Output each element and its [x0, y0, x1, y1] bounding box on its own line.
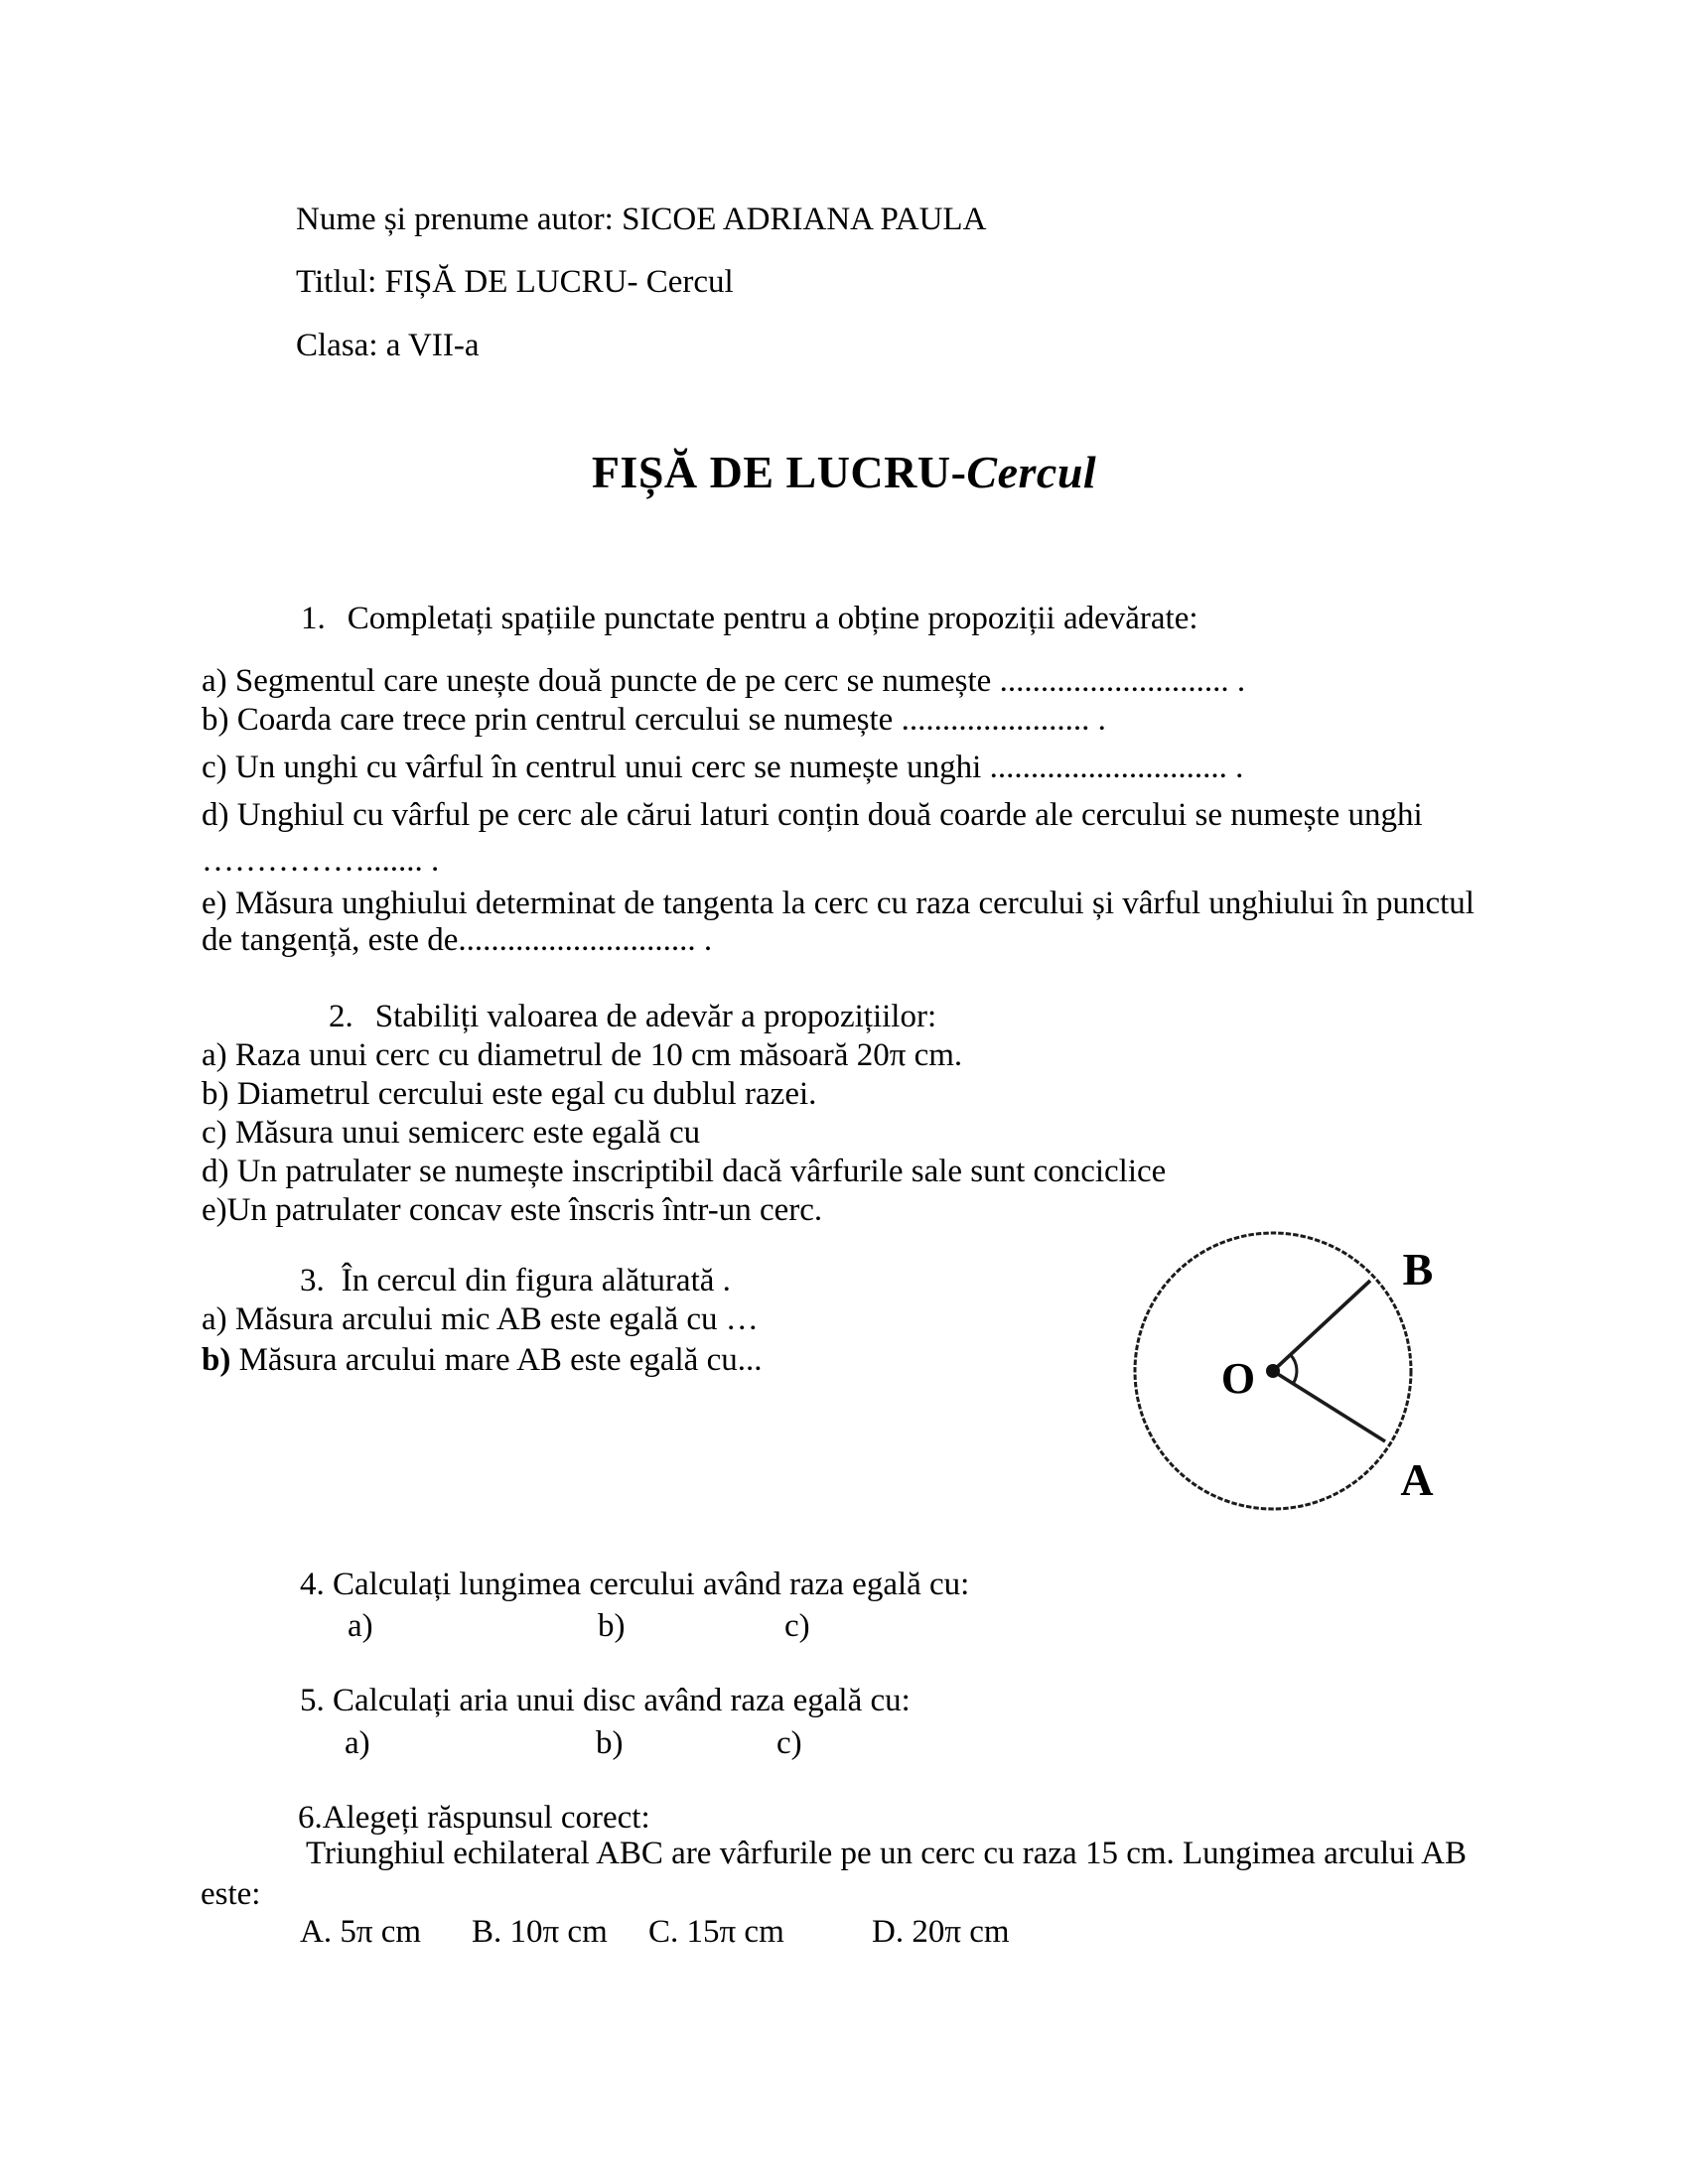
section-5-heading: 5. Calculați aria unui disc având raza egală cu: [300, 1683, 911, 1718]
page-title-main: FIȘĂ DE LUCRU- [591, 447, 967, 497]
section-6-heading: 6.Alegeți răspunsul corect: [298, 1800, 650, 1836]
s4-slot-c: c) [784, 1608, 810, 1644]
s1-item-c: c) Un unghi cu vârful în centrul unui cerc se numește unghi ............................. . [202, 750, 1244, 785]
page-title [0, 446, 1688, 498]
section-2-heading-text: Stabiliți valoarea de adevăr a propozițiilor: [374, 999, 937, 1034]
s1-item-b: b) Coarda care trece prin centrul cercului se numește ....................... . [202, 702, 1106, 738]
s5-slot-a: a) [345, 1725, 370, 1761]
s4-slot-b: b) [598, 1608, 626, 1644]
section-3-heading [300, 1263, 731, 1300]
s6-option-b: B. 10π cm [472, 1914, 608, 1950]
s6-option-c: C. 15π cm [648, 1914, 784, 1950]
s1-item-e: e) Măsura unghiului determinat de tangenta la cerc cu raza cercului și vârful unghiului în punctul [202, 886, 1475, 921]
document-title-line: Titlul: FIȘĂ DE LUCRU- Cercul [296, 264, 734, 300]
s2-item-d: d) Un patrulater se numește inscriptibil dacă vârfurile sale sunt conciclice [202, 1154, 1167, 1189]
s1-item-d: d) Unghiul cu vârful pe cerc ale cărui laturi conțin două coarde ale cercului se numește unghi [202, 797, 1423, 833]
section-1-heading-text: Completați spațiile punctate pentru a obține propoziții adevărate: [347, 601, 1198, 636]
s1-item-a: a) Segmentul care unește două puncte de pe cerc se numește ............................ . [202, 663, 1246, 699]
page-title-accent: Cercul [966, 447, 1097, 497]
section-1-number: 1. [301, 601, 326, 636]
s3-item-a: a) Măsura arcului mic AB este egală cu … [202, 1301, 759, 1337]
author-line: Nume și prenume autor: SICOE ADRIANA PAULA [296, 202, 987, 237]
center-dot [1266, 1364, 1280, 1378]
radius-ob [1273, 1281, 1370, 1371]
circle-figure [1112, 1219, 1470, 1537]
s6-option-a: A. 5π cm [300, 1914, 422, 1950]
s1-item-e-cont: de tangență, este de............................. . [202, 922, 713, 958]
section-3-heading-text: În cercul din figura alăturată . [341, 1263, 731, 1298]
s3-item-b [202, 1342, 762, 1380]
s6-problem-text-cont: este: [201, 1876, 261, 1912]
s6-option-d: D. 20π cm [872, 1914, 1010, 1950]
s2-item-e: e)Un patrulater concav este înscris într-un cerc. [202, 1192, 823, 1228]
s3-item-b-marker: b) [202, 1342, 231, 1378]
s2-item-a: a) Raza unui cerc cu diametrul de 10 cm măsoară 20π cm. [202, 1037, 963, 1073]
s2-item-b: b) Diametrul cercului este egal cu dublul razei. [202, 1076, 817, 1112]
s6-problem-text: Triunghiul echilateral ABC are vârfurile pe un cerc cu raza 15 cm. Lungimea arcului AB [306, 1836, 1467, 1871]
s3-item-b-text: Măsura arcului mare AB este egală cu... [230, 1342, 763, 1378]
section-1-heading [301, 601, 1198, 638]
class-line: Clasa: a VII-a [296, 328, 480, 363]
s2-item-c: c) Măsura unui semicerc este egală cu [202, 1115, 701, 1151]
section-3-number: 3. [300, 1263, 325, 1298]
s5-slot-b: b) [596, 1725, 624, 1761]
section-4-heading: 4. Calculați lungimea cercului având raza egală cu: [300, 1567, 970, 1602]
s1-item-d-dots: ……………....... . [202, 843, 440, 879]
figure-label-b: B [1402, 1244, 1434, 1295]
figure-label-a: A [1400, 1454, 1434, 1505]
section-2-number: 2. [329, 999, 353, 1034]
angle-arc [1291, 1355, 1297, 1384]
radius-oa [1273, 1371, 1385, 1441]
section-2-heading [329, 999, 936, 1036]
s4-slot-a: a) [348, 1608, 373, 1644]
figure-label-o: O [1220, 1354, 1256, 1403]
s5-slot-c: c) [776, 1725, 802, 1761]
